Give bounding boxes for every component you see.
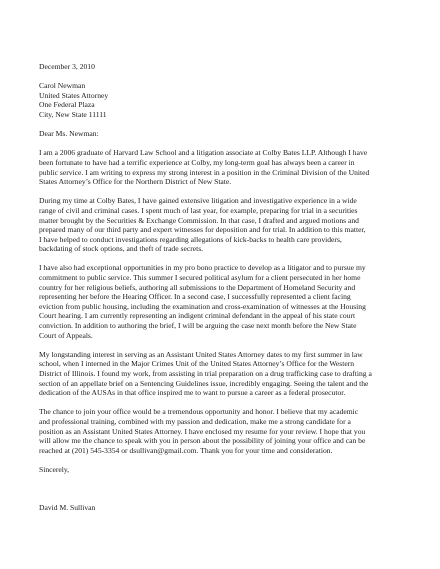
recipient-title: United States Attorney bbox=[39, 90, 109, 100]
closing bbox=[39, 465, 411, 475]
signature-space bbox=[39, 484, 411, 503]
signature-name: David M. Sullivan bbox=[39, 503, 96, 513]
paragraph-line: prepared many of our third party and expert witnesses for deposition and for trial. In addition to this matter, bbox=[39, 225, 366, 235]
paragraph-line: dedication of the AUSAs in that office inspired me to want to pursue a career as a federal prosecutor. bbox=[39, 388, 346, 398]
paragraph-line: section of an appellate brief on a Sentencing Guidelines issue, incredibly engaging. Seeing the talent and the bbox=[39, 378, 369, 388]
paragraph-line: Court of Appeals. bbox=[39, 330, 93, 340]
paragraph-line: public service. I am writing to express my strong interest in a position in the Criminal Division of the United bbox=[39, 167, 370, 177]
closing-text: Sincerely, bbox=[39, 464, 70, 474]
paragraph-line: been fortunate to have had a terrific experience at Colby, my long-term goal has always been a career in bbox=[39, 157, 355, 167]
paragraph-line: eviction from public housing, including the examination and cross-examination of witnesses at the Housing bbox=[39, 301, 366, 311]
paragraph-experience bbox=[39, 196, 411, 254]
recipient-street: One Federal Plaza bbox=[39, 100, 95, 110]
date-text: December 3, 2010 bbox=[39, 62, 95, 71]
paragraph-line: During my time at Colby Bates, I have gained extensive litigation and investigative experience in a wide bbox=[39, 196, 357, 206]
paragraph-line: District of Illinois. I found my work, from assisting in trial preparation on a drug trafficking case to drafting a bbox=[39, 369, 372, 378]
paragraph-line: States Attorney’s Office for the Northern District of New State. bbox=[39, 177, 232, 187]
paragraph-line: backdating of stock options, and theft of trade secrets. bbox=[39, 244, 204, 254]
paragraph-line: and professional training, combined with my passion and dedication, make me a strong candidate for a bbox=[39, 416, 351, 426]
salutation bbox=[39, 129, 411, 139]
paragraph-line: I am a 2006 graduate of Harvard Law School and a litigation associate at Colby Bates LLP. Although I have bbox=[39, 148, 368, 158]
recipient-city: City, New State 11111 bbox=[39, 109, 107, 119]
email-contact-line: reached at (201) 545-3354 or dsullivan@gmail.com. Thank you for your time and consideration. bbox=[39, 445, 333, 455]
letter-date bbox=[39, 62, 411, 72]
paragraph-line: The chance to join your office would be a tremendous opportunity and honor. I believe that my academic bbox=[39, 407, 359, 417]
cover-letter bbox=[39, 62, 411, 522]
signature bbox=[39, 503, 411, 513]
paragraph-line: commitment to public service. This summer I secured political asylum for a client persecuted in her home bbox=[39, 273, 361, 283]
paragraph-line: country for her religious beliefs, authoring all submissions to the Department of Homeland Security and bbox=[39, 282, 356, 292]
paragraph-line: representing her before the Hearing Officer. In a second case, I successfully represented a client facing bbox=[39, 292, 351, 302]
salutation-text: Dear Ms. Newman: bbox=[39, 129, 99, 139]
paragraph-line: range of civil and criminal cases. I spent much of last year, for example, preparing for trial in a securities bbox=[39, 205, 358, 215]
paragraph-line: school, when I interned in the Major Crimes Unit of the United States Attorney’s Office for the Western bbox=[39, 359, 355, 369]
paragraph-line: I have also had exceptional opportunities in my pro bono practice to develop as a litigator and to pursue my bbox=[39, 263, 366, 273]
paragraph-line: conviction. In addition to authoring the brief, I will be arguing the case next month before the New State bbox=[39, 321, 357, 331]
paragraph-line: matter brought by the Securities & Exchange Commission. In that case, I drafted and argued motions and bbox=[39, 215, 359, 225]
paragraph-line: I have helped to conduct investigations regarding allegations of kick-backs to health care providers, bbox=[39, 234, 342, 244]
recipient-name: Carol Newman bbox=[39, 81, 86, 91]
paragraph-intro bbox=[39, 148, 411, 186]
recipient-address bbox=[39, 81, 411, 119]
paragraph-closing bbox=[39, 407, 411, 455]
paragraph-line: will allow me the chance to speak with you in person about the possibility of joining your office and can be bbox=[39, 436, 366, 446]
paragraph-pro-bono bbox=[39, 263, 411, 340]
paragraph-line: My longstanding interest in serving as an Assistant United States Attorney dates to my first summer in law bbox=[39, 349, 363, 359]
paragraph-interest bbox=[39, 350, 411, 398]
paragraph-line: Court hearing. I am currently representing an indigent criminal defendant in the appeal of his state court bbox=[39, 311, 356, 321]
paragraph-line: position as an Assistant United States Attorney. I have enclosed my resume for your review. I hope that you bbox=[39, 426, 366, 436]
